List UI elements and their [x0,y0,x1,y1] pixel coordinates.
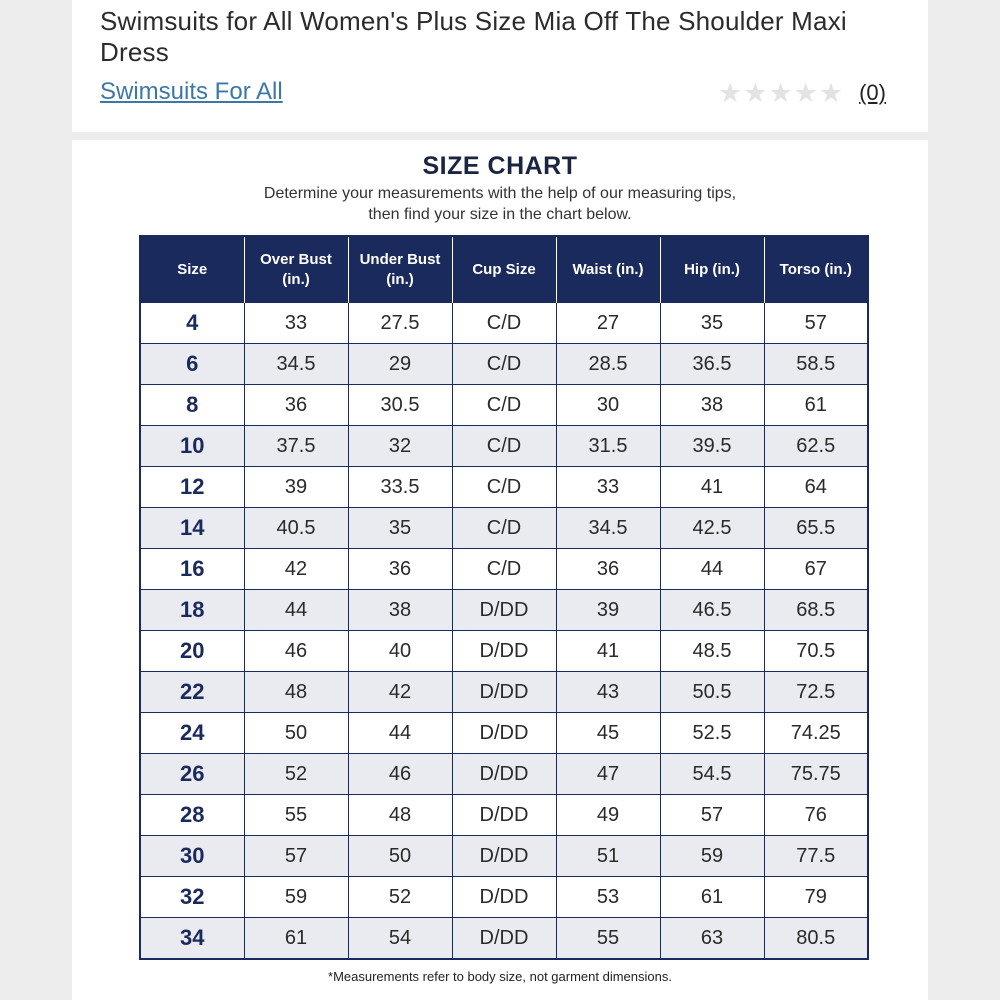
table-cell: 35 [660,303,764,344]
table-cell: 41 [660,467,764,508]
table-cell: 70.5 [764,631,868,672]
table-cell: 36 [348,549,452,590]
rating[interactable] [718,78,886,108]
size-cell: 6 [140,344,244,385]
table-cell: 58.5 [764,344,868,385]
table-cell: 77.5 [764,836,868,877]
footnote: *Measurements refer to body size, not garment dimensions. [328,969,672,984]
table-cell: 52 [244,754,348,795]
table-row [140,508,868,549]
table-row [140,877,868,918]
size-cell: 22 [140,672,244,713]
size-cell: 32 [140,877,244,918]
table-cell: 55 [556,918,660,960]
table-cell: 28.5 [556,344,660,385]
table-cell: 67 [764,549,868,590]
product-title: Swimsuits for All Women's Plus Size Mia Off The Shoulder Maxi Dress [100,6,847,67]
table-cell: 46 [244,631,348,672]
size-cell: 28 [140,795,244,836]
table-cell: 63 [660,918,764,960]
table-cell: 55 [244,795,348,836]
table-cell: 50 [348,836,452,877]
table-cell: 29 [348,344,452,385]
table-cell: 61 [244,918,348,960]
table-cell: D/DD [452,672,556,713]
table-cell: 52.5 [660,713,764,754]
subtitle-line-2: then find your size in the chart below. [368,206,632,223]
star-icon: ★ [793,77,818,108]
table-cell: 59 [244,877,348,918]
table-cell: 34.5 [556,508,660,549]
table-cell: 53 [556,877,660,918]
table-cell: 49 [556,795,660,836]
review-count-link[interactable]: (0) [859,80,886,105]
table-cell: 43 [556,672,660,713]
table-cell: 30 [556,385,660,426]
table-cell: 36 [244,385,348,426]
product-header [72,0,928,132]
table-cell: 68.5 [764,590,868,631]
size-cell: 8 [140,385,244,426]
size-table [139,235,869,960]
star-icon: ★ [768,77,793,108]
table-cell: 42 [348,672,452,713]
table-row [140,590,868,631]
table-cell: 48 [348,795,452,836]
table-cell: 47 [556,754,660,795]
table-cell: 50.5 [660,672,764,713]
table-row [140,672,868,713]
size-chart-card [72,140,928,1000]
table-cell: 32 [348,426,452,467]
star-icon: ★ [818,77,844,108]
table-cell: 79 [764,877,868,918]
table-cell: 46 [348,754,452,795]
table-cell: D/DD [452,590,556,631]
table-cell: 44 [348,713,452,754]
table-cell: 48 [244,672,348,713]
table-cell: 59 [660,836,764,877]
table-cell: 62.5 [764,426,868,467]
table-cell: C/D [452,467,556,508]
table-row [140,795,868,836]
column-header: Torso (in.) [764,236,868,303]
brand-link[interactable]: Swimsuits For All [100,78,283,105]
table-cell: 41 [556,631,660,672]
table-cell: C/D [452,385,556,426]
table-cell: C/D [452,508,556,549]
table-row [140,631,868,672]
table-cell: 37.5 [244,426,348,467]
table-row [140,918,868,960]
table-row [140,426,868,467]
table-cell: 61 [660,877,764,918]
column-header: Under Bust (in.) [348,236,452,303]
column-header: Hip (in.) [660,236,764,303]
table-cell: C/D [452,549,556,590]
table-cell: D/DD [452,918,556,960]
table-cell: 45 [556,713,660,754]
table-cell: 39 [244,467,348,508]
star-icon: ★ [718,77,743,108]
table-row [140,754,868,795]
table-cell: 72.5 [764,672,868,713]
table-cell: 52 [348,877,452,918]
size-cell: 18 [140,590,244,631]
table-row [140,344,868,385]
table-cell: 48.5 [660,631,764,672]
table-cell: 61 [764,385,868,426]
table-row [140,467,868,508]
table-cell: D/DD [452,713,556,754]
table-cell: D/DD [452,836,556,877]
table-cell: 30.5 [348,385,452,426]
table-cell: C/D [452,426,556,467]
table-cell: 42 [244,549,348,590]
table-header-row [140,236,868,303]
table-cell: 31.5 [556,426,660,467]
table-cell: D/DD [452,754,556,795]
table-cell: D/DD [452,795,556,836]
column-header: Waist (in.) [556,236,660,303]
table-cell: D/DD [452,631,556,672]
table-row [140,713,868,754]
section-divider [72,132,928,140]
table-cell: 44 [244,590,348,631]
table-cell: 39.5 [660,426,764,467]
table-cell: 34.5 [244,344,348,385]
table-cell: 40.5 [244,508,348,549]
subtitle-line-1: Determine your measurements with the help of our measuring tips, [263,185,737,202]
size-cell: 14 [140,508,244,549]
table-cell: 57 [660,795,764,836]
table-cell: 38 [348,590,452,631]
size-cell: 10 [140,426,244,467]
table-row [140,385,868,426]
table-cell: 75.75 [764,754,868,795]
table-cell: 64 [764,467,868,508]
table-cell: 57 [764,303,868,344]
table-cell: 38 [660,385,764,426]
size-cell: 26 [140,754,244,795]
size-cell: 16 [140,549,244,590]
table-row [140,303,868,344]
table-cell: 27.5 [348,303,452,344]
table-cell: 40 [348,631,452,672]
table-cell: C/D [452,344,556,385]
table-cell: 33 [244,303,348,344]
size-cell: 4 [140,303,244,344]
star-icon: ★ [743,77,768,108]
table-cell: 76 [764,795,868,836]
table-cell: 44 [660,549,764,590]
table-cell: 39 [556,590,660,631]
star-rating [718,77,844,108]
size-cell: 12 [140,467,244,508]
size-cell: 30 [140,836,244,877]
table-cell: 42.5 [660,508,764,549]
size-cell: 20 [140,631,244,672]
table-cell: 36.5 [660,344,764,385]
table-cell: 51 [556,836,660,877]
table-cell: 54.5 [660,754,764,795]
column-header: Size [140,236,244,303]
table-cell: 50 [244,713,348,754]
size-cell: 24 [140,713,244,754]
table-cell: 54 [348,918,452,960]
column-header: Over Bust (in.) [244,236,348,303]
table-row [140,549,868,590]
table-cell: 57 [244,836,348,877]
table-body [140,303,868,959]
table-cell: 65.5 [764,508,868,549]
table-cell: 46.5 [660,590,764,631]
table-cell: D/DD [452,877,556,918]
table-cell: 35 [348,508,452,549]
table-cell: 36 [556,549,660,590]
table-cell: C/D [452,303,556,344]
table-cell: 27 [556,303,660,344]
table-row [140,836,868,877]
table-cell: 33.5 [348,467,452,508]
size-chart-title: SIZE CHART [422,152,578,180]
table-cell: 80.5 [764,918,868,960]
table-cell: 74.25 [764,713,868,754]
size-chart-subtitle [72,183,928,225]
column-header: Cup Size [452,236,556,303]
table-cell: 33 [556,467,660,508]
size-cell: 34 [140,918,244,960]
